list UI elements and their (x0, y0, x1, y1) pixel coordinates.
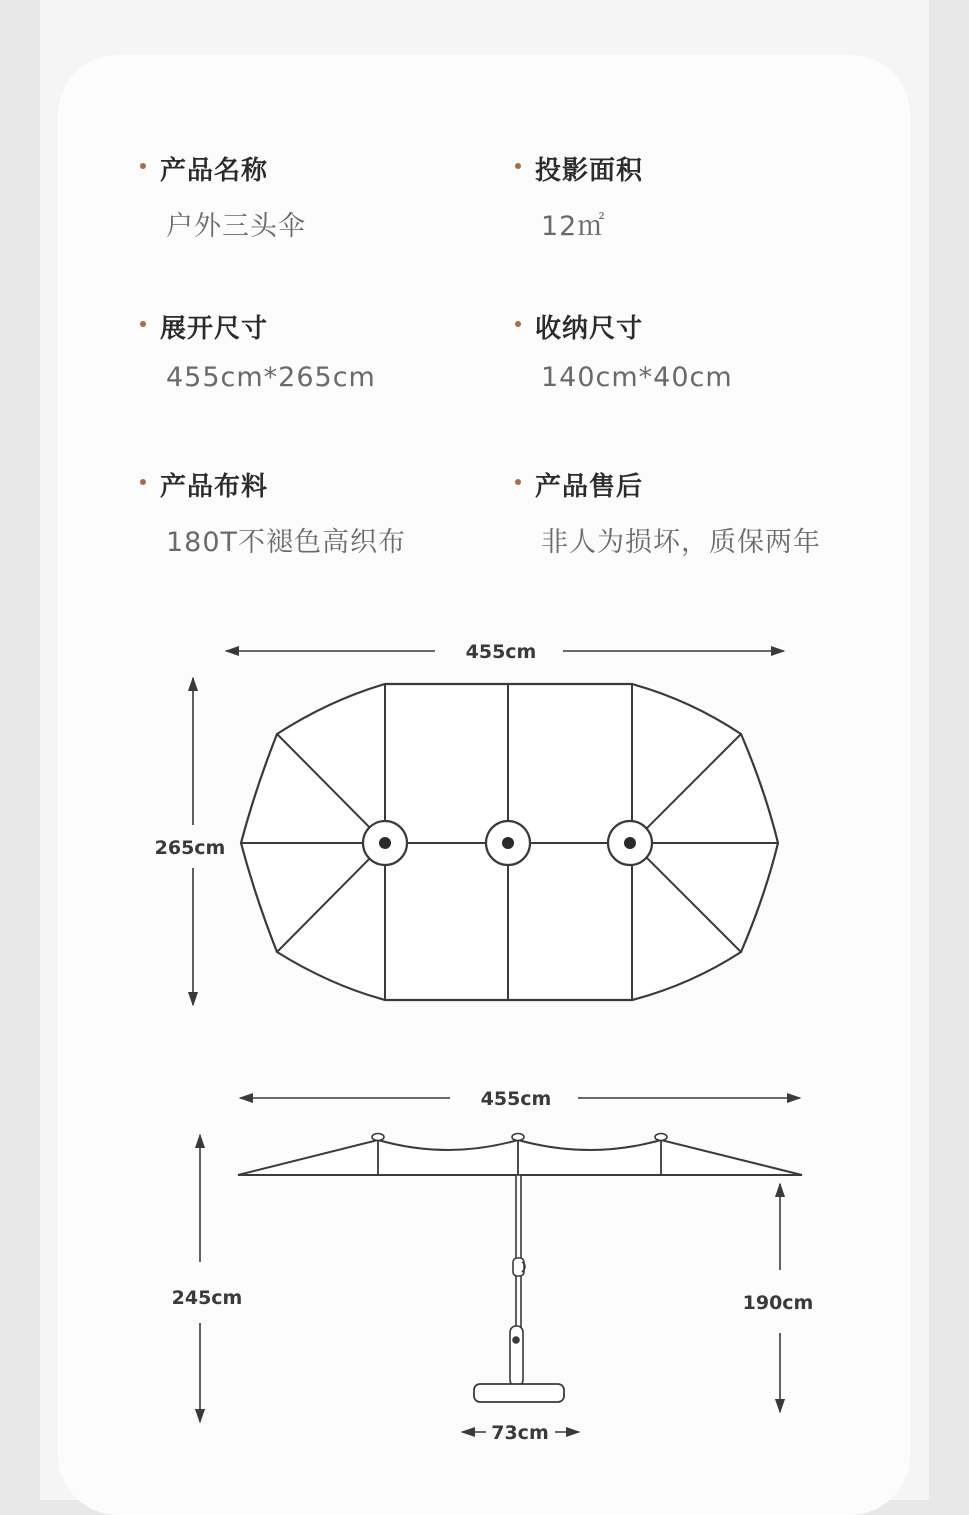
umbrella-base (474, 1384, 564, 1402)
top-view-diagram (155, 641, 784, 1005)
spec-label: 产品售后 (535, 472, 644, 502)
spec-label: 展开尺寸 (160, 314, 269, 344)
spec-value: 140cm*40cm (541, 362, 733, 393)
hub-right-icon (608, 821, 652, 865)
spec-label: 产品名称 (160, 156, 269, 186)
top-width-label: 455cm (465, 641, 537, 663)
spec-label: 产品布料 (160, 472, 269, 502)
spec-value: 非人为损坏，质保两年 (541, 527, 821, 558)
hub-center-icon (486, 821, 530, 865)
spec-label: 投影面积 (535, 156, 644, 186)
side-width-label: 455cm (480, 1088, 552, 1110)
spec-value: 180T不褪色高织布 (166, 527, 407, 558)
total-height-label: 245cm (171, 1287, 243, 1309)
umbrella-pole (510, 1175, 525, 1386)
spec-value: 户外三头伞 (166, 211, 306, 242)
spec-label: 收纳尺寸 (535, 314, 644, 344)
side-view-diagram (172, 1088, 814, 1444)
canopy-finials (372, 1134, 667, 1141)
side-canopy (238, 1140, 802, 1175)
spec-value: 455cm*265cm (166, 362, 376, 393)
top-height-label: 265cm (154, 837, 226, 859)
edge-height-label: 190cm (742, 1292, 814, 1314)
hub-left-icon (363, 821, 407, 865)
spec-value: 12㎡ (541, 211, 606, 242)
base-width-label: 73cm (491, 1422, 549, 1444)
